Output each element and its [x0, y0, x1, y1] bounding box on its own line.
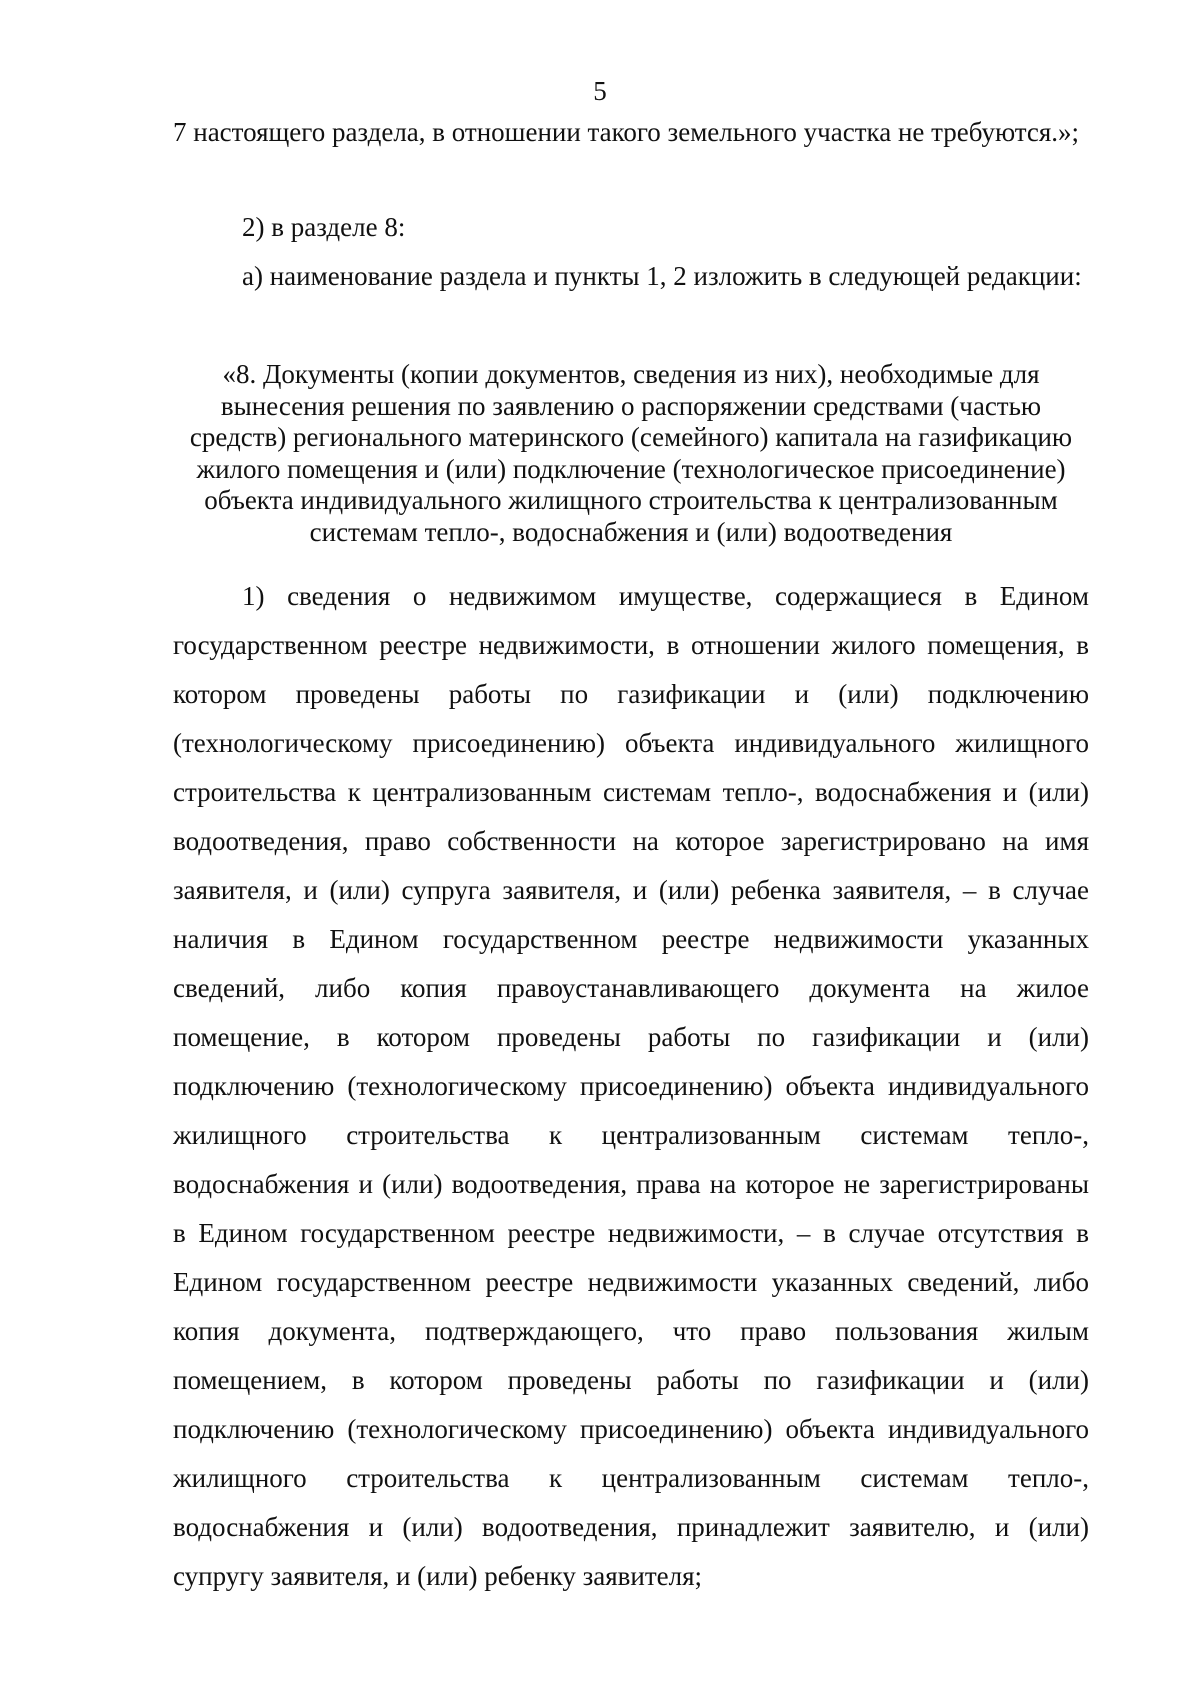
item-a-paragraph: а) наименование раздела и пункты 1, 2 изложить в следующей редакции:	[242, 261, 1082, 291]
item-2-paragraph: 2) в разделе 8:	[242, 212, 406, 242]
point-1-paragraph: 1) сведения о недвижимом имуществе, содержащиеся в Едином государственном реестре недвижимости, в отношении жилого помещения, в котором проведены работы по газификации и (или) подключению (технологическому присоединению) объекта индивидуального жилищного строительства к централизованным системам тепло-, водоснабжения и (или) водоотведения, право собственности на которое зарегистрировано на имя заявителя, и (или) супруга заявителя, и (или) ребенка заявителя, – в случае наличия в Едином государственном реестре недвижимости указанных сведений, либо копия правоустанавливающего документа на жилое помещение, в котором проведены работы по газификации и (или) подключению (технологическому присоединению) объекта индивидуального жилищного строительства к централизованным системам тепло-, водоснабжения и (или) водоотведения, права на которое не зарегистрированы в Едином государственном реестре недвижимости, – в случае отсутствия в Едином государственном реестре недвижимости указанных сведений, либо копия документа, подтверждающего, что право пользования жилым помещением, в котором проведены работы по газификации и (или) подключению (технологическому присоединению) объекта индивидуального жилищного строительства к централизованным системам тепло-, водоснабжения и (или) водоотведения, принадлежит заявителю, и (или) супругу заявителя, и (или) ребенку заявителя;	[173, 581, 1089, 1591]
point-1-block	[173, 572, 1089, 1601]
continued-paragraph: 7 настоящего раздела, в отношении такого земельного участка не требуются.»;	[173, 117, 1080, 147]
continued-paragraph-block	[173, 108, 1089, 157]
section-title-block	[173, 359, 1089, 548]
item-2-block	[173, 203, 1089, 252]
item-a-block	[173, 252, 1089, 301]
section-title: «8. Документы (копии документов, сведения из них), необходимые для вынесения решения по заявлению о распоряжении средствами (частью средств) регионального материнского (семейного) капитала на газификацию жилого помещения и (или) подключение (технологическое присоединение) объекта индивидуального жилищного строительства к централизованным системам тепло-, водоснабжения и (или) водоотведения	[189, 359, 1073, 547]
page-number: 5	[593, 76, 607, 106]
